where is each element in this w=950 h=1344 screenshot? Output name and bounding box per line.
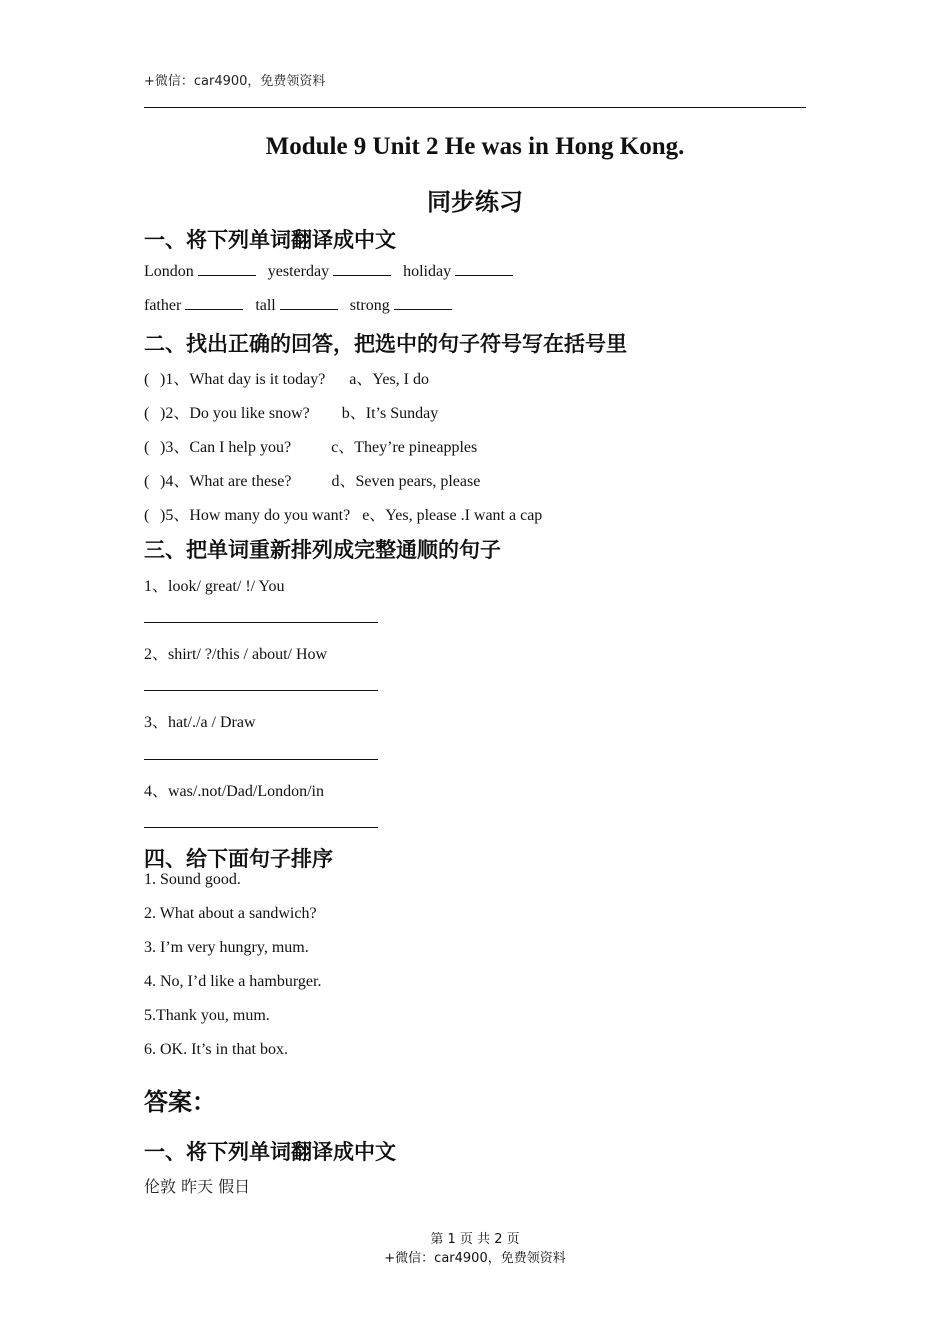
- section3-heading: 三、把单词重新排列成完整通顺的句子: [144, 538, 501, 562]
- list-item: 1、look/ great/ !/ You: [144, 578, 285, 595]
- question: )4、What are these?: [160, 473, 292, 490]
- answer-line: [144, 759, 378, 760]
- answer-blank: [185, 296, 243, 310]
- answer-blank: [455, 262, 513, 276]
- list-item: 6. OK. It’s in that box.: [144, 1041, 288, 1058]
- list-item: 2. What about a sandwich?: [144, 905, 317, 922]
- answers-heading: 答案：: [144, 1088, 216, 1116]
- section2-heading: 二、找出正确的回答，把选中的句子符号写在括号里: [144, 332, 627, 356]
- list-item: [144, 400, 438, 423]
- vocab-word: yesterday: [267, 263, 330, 280]
- answer-blank: [198, 262, 256, 276]
- list-item: [144, 434, 477, 457]
- page-title: Module 9 Unit 2 He was in Hong Kong.: [265, 133, 685, 160]
- section1-heading: 一、将下列单词翻译成中文: [144, 228, 396, 252]
- list-item: 3. I’m very hungry, mum.: [144, 939, 309, 956]
- header-text: +微信：car4900，免费领资料: [144, 74, 326, 89]
- list-item: 1. Sound good.: [144, 871, 241, 888]
- section4-heading: 四、给下面句子排序: [144, 847, 333, 871]
- answers-section1-heading: 一、将下列单词翻译成中文: [144, 1140, 396, 1164]
- vocab-word: strong: [349, 297, 390, 314]
- question: )3、Can I help you?: [160, 439, 292, 456]
- answer-blank: [394, 296, 452, 310]
- question: )5、How many do you want?: [160, 507, 351, 524]
- vocab-word: holiday: [403, 263, 452, 280]
- list-item: [144, 502, 542, 525]
- answer-blank: [280, 296, 338, 310]
- answer-option: c、They’re pineapples: [331, 439, 478, 456]
- answer-option: b、It’s Sunday: [341, 405, 439, 422]
- section1-row1: [144, 262, 521, 281]
- paren: (: [144, 507, 150, 524]
- answer-line: [144, 827, 378, 828]
- paren: (: [144, 405, 150, 422]
- paren: (: [144, 473, 150, 490]
- paren: (: [144, 439, 150, 456]
- vocab-word: tall: [255, 297, 276, 314]
- section1-row2: [144, 296, 460, 315]
- answers-section1-text: 伦敦 昨天 假日: [144, 1177, 251, 1196]
- list-item: 4. No, I’d like a hamburger.: [144, 973, 322, 990]
- list-item: 2、shirt/ ?/this / about/ How: [144, 646, 328, 663]
- question: )1、What day is it today?: [160, 371, 326, 388]
- answer-line: [144, 622, 378, 623]
- vocab-word: London: [144, 263, 194, 280]
- list-item: 5.Thank you, mum.: [144, 1007, 270, 1024]
- page-subtitle: 同步练习: [427, 188, 523, 216]
- list-item: [144, 366, 429, 389]
- list-item: 4、was/.not/Dad/London/in: [144, 783, 324, 800]
- question: )2、Do you like snow?: [160, 405, 310, 422]
- page-number: 第 1 页 共 2 页: [430, 1232, 520, 1247]
- answer-option: d、Seven pears, please: [331, 473, 481, 490]
- list-item: [144, 468, 480, 491]
- list-item: 3、hat/./a / Draw: [144, 714, 256, 731]
- answer-option: a、Yes, I do: [349, 371, 430, 388]
- vocab-word: father: [144, 297, 182, 314]
- header-rule: [144, 107, 806, 108]
- answer-line: [144, 690, 378, 691]
- footer-text: +微信：car4900，免费领资料: [384, 1251, 566, 1266]
- answer-blank: [333, 262, 391, 276]
- answer-option: e、Yes, please .I want a cap: [362, 507, 543, 524]
- paren: (: [144, 371, 150, 388]
